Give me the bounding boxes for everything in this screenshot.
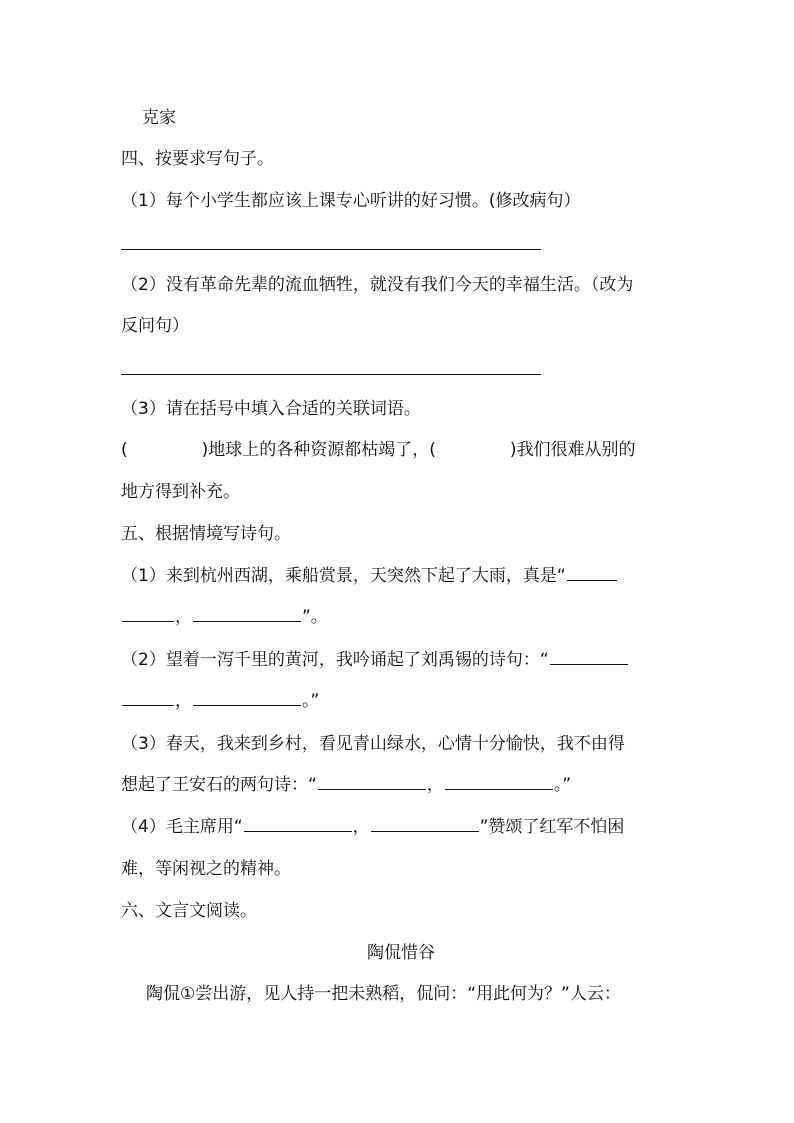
- poem-question-2-text: （2）望着一泻千里的黄河，我吟诵起了刘禹锡的诗句：“: [121, 650, 549, 670]
- section4-question-1: （1）每个小学生都应该上课专心听讲的好习惯。(修改病句）: [121, 191, 581, 211]
- poem-question-1-line1: [121, 564, 681, 588]
- answer-line-q2[interactable]: [121, 374, 541, 375]
- poem-question-2-line2: [121, 689, 681, 713]
- connective-sentence-part-b: 我们很难从别的: [516, 440, 636, 460]
- answer-line-q1[interactable]: [121, 249, 541, 250]
- poem-blank-3b[interactable]: [445, 773, 553, 790]
- comma: ，: [352, 817, 370, 837]
- poem-blank-4a[interactable]: [244, 815, 352, 832]
- section6-heading: 六、文言文阅读。: [121, 901, 257, 921]
- poem-question-2-end: 。”: [302, 691, 320, 711]
- poem-question-3-line1: （3）春天，我来到乡村，看见青山绿水，心情十分愉快，我不由得: [121, 734, 625, 754]
- connective-sentence-part-a: 地球上的各种资源都枯竭了，: [208, 440, 430, 460]
- section5-heading: 五、根据情境写诗句。: [121, 524, 291, 544]
- poem-question-3-text: 想起了王安石的两句诗：“: [121, 775, 317, 795]
- comma: ，: [175, 691, 192, 711]
- poem-blank-1a-end[interactable]: [122, 605, 174, 622]
- poem-question-3-end: 。”: [553, 775, 572, 795]
- poem-blank-3a[interactable]: [318, 773, 426, 790]
- poem-blank-1a-start[interactable]: [567, 564, 617, 581]
- passage-text: 陶侃①尝出游，见人持一把未熟稻，侃问：“用此何为？”人云：: [146, 984, 621, 1004]
- poem-blank-2a-start[interactable]: [550, 648, 628, 665]
- comma: ，: [175, 607, 192, 627]
- poem-question-4-text-end: ”赞颂了红军不怕困: [479, 817, 625, 837]
- poem-blank-4b[interactable]: [371, 815, 479, 832]
- poem-question-3-line2: [121, 773, 681, 797]
- poem-blank-2a-end[interactable]: [122, 689, 174, 706]
- poem-question-4-text-start: （4）毛主席用“: [121, 817, 243, 837]
- section4-question-3: （3）请在括号中填入合适的关联词语。: [121, 399, 421, 419]
- comma: ，: [426, 775, 444, 795]
- poem-question-4-line2: 难，等闲视之的精神。: [121, 859, 291, 879]
- open-paren-2: (: [429, 440, 436, 460]
- connective-sentence-line2: 地方得到补充。: [121, 482, 240, 502]
- passage-title: 陶侃惜谷: [367, 943, 435, 963]
- poem-blank-2b[interactable]: [193, 689, 301, 706]
- poem-question-1-text: （1）来到杭州西湖，乘船赏景，天突然下起了大雨，真是“: [121, 566, 566, 586]
- connective-sentence: [121, 438, 681, 462]
- section4-question-2-line1: （2）没有革命先辈的流血牺牲，就没有我们今天的幸福生活。（改为: [121, 275, 634, 295]
- top-fragment-text: 克家: [142, 108, 176, 128]
- poem-question-1-end: ”。: [302, 607, 328, 627]
- poem-question-4-line1: [121, 815, 681, 839]
- section4-question-2-line2: 反问句）: [121, 316, 189, 336]
- close-paren-2: ): [509, 440, 517, 460]
- open-paren-1: (: [121, 440, 128, 460]
- poem-question-1-line2: [121, 605, 681, 629]
- poem-question-2-line1: [121, 648, 681, 672]
- poem-blank-1b[interactable]: [193, 605, 301, 622]
- close-paren-1: ): [201, 440, 209, 460]
- section4-heading: 四、按要求写句子。: [121, 149, 274, 169]
